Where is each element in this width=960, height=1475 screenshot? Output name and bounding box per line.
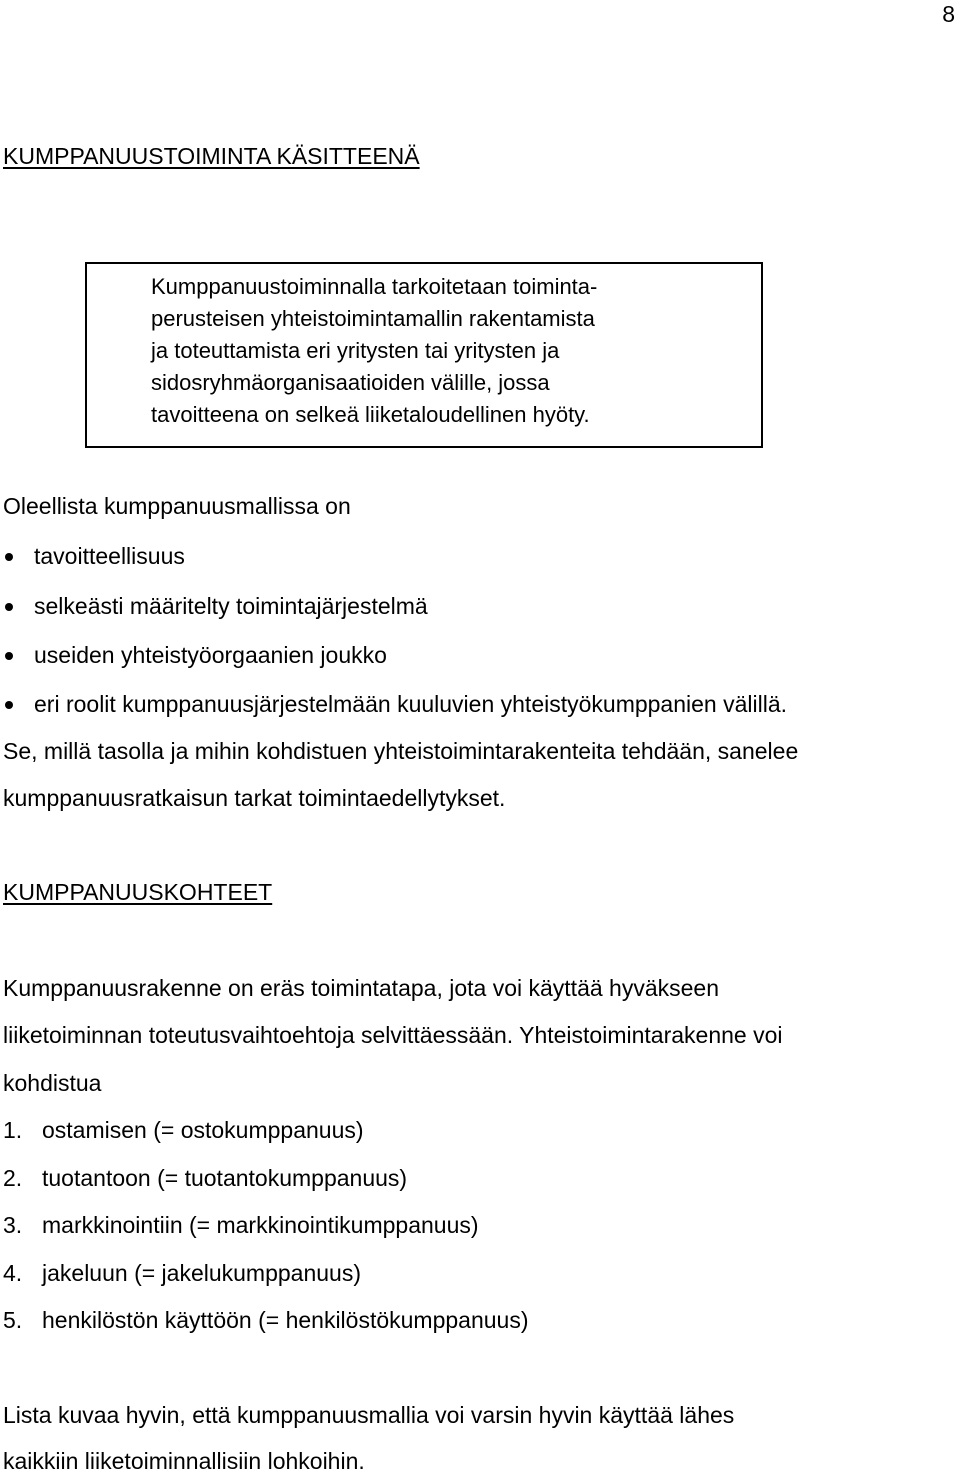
bullet-icon [5, 603, 13, 611]
list-item-text: henkilöstön käyttöön (= henkilöstökumppanuus) [42, 1307, 529, 1333]
definition-line: ja toteuttamista eri yritysten tai yritysten ja [151, 338, 560, 363]
bullet-icon [5, 701, 13, 709]
definition-line: sidosryhmäorganisaatioiden välille, jossa [151, 370, 550, 395]
section-heading-partnership-targets: KUMPPANUUSKOHTEET [3, 879, 273, 905]
closing-line: Lista kuvaa hyvin, että kumppanuusmallia voi varsin hyvin käyttää lähes [3, 1402, 735, 1428]
paragraph-line: Se, millä tasolla ja mihin kohdistuen yhteistoimintarakenteita tehdään, sanelee [3, 738, 799, 764]
list-number: 3. [3, 1212, 23, 1238]
paragraph-line: Kumppanuusrakenne on eräs toimintatapa, jota voi käyttää hyväkseen [3, 975, 719, 1001]
closing-line: kaikkiin liiketoiminnallisiin lohkoihin. [3, 1448, 365, 1474]
bullet-intro: Oleellista kumppanuusmallissa on [3, 493, 351, 519]
section-heading-partnership-concept: KUMPPANUUSTOIMINTA KÄSITTEENÄ [3, 143, 420, 169]
bullet-icon [5, 553, 13, 561]
list-item-text: jakeluun (= jakelukumppanuus) [42, 1260, 362, 1286]
list-number: 1. [3, 1117, 23, 1143]
page-number: 8 [942, 1, 955, 27]
definition-box [85, 262, 763, 448]
paragraph-line: kumppanuusratkaisun tarkat toimintaedellytykset. [3, 785, 506, 811]
bullet-icon [5, 652, 13, 660]
bullet-item-text: useiden yhteistyöorgaanien joukko [34, 642, 387, 668]
list-number: 2. [3, 1165, 23, 1191]
bullet-item-text: selkeästi määritelty toimintajärjestelmä [34, 593, 428, 619]
list-item-text: tuotantoon (= tuotantokumppanuus) [42, 1165, 408, 1191]
definition-line: tavoitteena on selkeä liiketaloudellinen hyöty. [151, 402, 590, 427]
bullet-item-text: tavoitteellisuus [34, 543, 185, 569]
definition-line: perusteisen yhteistoimintamallin rakentamista [151, 306, 595, 331]
list-item-text: markkinointiin (= markkinointikumppanuus) [42, 1212, 479, 1238]
bullet-item-text: eri roolit kumppanuusjärjestelmään kuuluvien yhteistyökumppanien välillä. [34, 691, 788, 717]
definition-line: Kumppanuustoiminnalla tarkoitetaan toiminta- [151, 274, 598, 299]
paragraph-line: liiketoiminnan toteutusvaihtoehtoja selvittäessään. Yhteistoimintarakenne voi [3, 1022, 783, 1048]
list-item-text: ostamisen (= ostokumppanuus) [42, 1117, 364, 1143]
paragraph-line: kohdistua [3, 1070, 102, 1096]
list-number: 4. [3, 1260, 23, 1286]
list-number: 5. [3, 1307, 23, 1333]
